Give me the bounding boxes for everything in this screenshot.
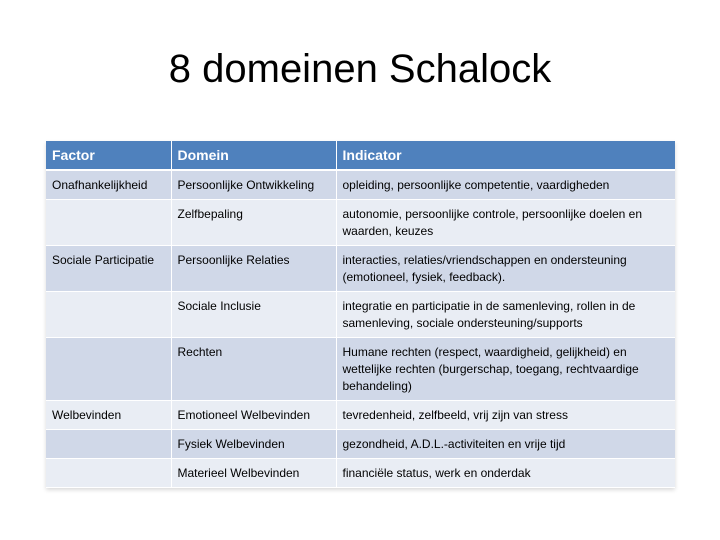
cell-factor <box>46 459 171 488</box>
cell-indicator: financiële status, werk en onderdak <box>336 459 675 488</box>
table-row <box>46 292 675 338</box>
cell-domein: Persoonlijke Ontwikkeling <box>171 170 336 200</box>
cell-factor: Sociale Participatie <box>46 246 171 292</box>
table-header-row <box>46 141 675 170</box>
header-domein: Domein <box>171 141 336 170</box>
table-row <box>46 338 675 401</box>
cell-domein: Materieel Welbevinden <box>171 459 336 488</box>
table-row <box>46 401 675 430</box>
table-row <box>46 459 675 488</box>
cell-factor <box>46 430 171 459</box>
cell-factor: Welbevinden <box>46 401 171 430</box>
schalock-table <box>46 141 675 488</box>
cell-indicator: Humane rechten (respect, waardigheid, gelijkheid) en wettelijke rechten (burgerschap, toegang, rechtvaardige behandeling) <box>336 338 675 401</box>
header-indicator: Indicator <box>336 141 675 170</box>
cell-factor <box>46 200 171 246</box>
cell-indicator: integratie en participatie in de samenleving, rollen in de samenleving, sociale ondersteuning/supports <box>336 292 675 338</box>
cell-factor: Onafhankelijkheid <box>46 170 171 200</box>
slide-title: 8 domeinen Schalock <box>168 47 552 91</box>
table-row <box>46 430 675 459</box>
cell-domein: Sociale Inclusie <box>171 292 336 338</box>
cell-indicator: autonomie, persoonlijke controle, persoonlijke doelen en waarden, keuzes <box>336 200 675 246</box>
cell-factor <box>46 292 171 338</box>
cell-factor <box>46 338 171 401</box>
cell-indicator: interacties, relaties/vriendschappen en ondersteuning (emotioneel, fysiek, feedback). <box>336 246 675 292</box>
cell-indicator: gezondheid, A.D.L.-activiteiten en vrije tijd <box>336 430 675 459</box>
cell-domein: Rechten <box>171 338 336 401</box>
cell-domein: Emotioneel Welbevinden <box>171 401 336 430</box>
table-row <box>46 170 675 200</box>
cell-domein: Fysiek Welbevinden <box>171 430 336 459</box>
table-row <box>46 246 675 292</box>
cell-domein: Zelfbepaling <box>171 200 336 246</box>
header-factor: Factor <box>46 141 171 170</box>
cell-indicator: opleiding, persoonlijke competentie, vaardigheden <box>336 170 675 200</box>
cell-indicator: tevredenheid, zelfbeeld, vrij zijn van stress <box>336 401 675 430</box>
cell-domein: Persoonlijke Relaties <box>171 246 336 292</box>
table-row <box>46 200 675 246</box>
